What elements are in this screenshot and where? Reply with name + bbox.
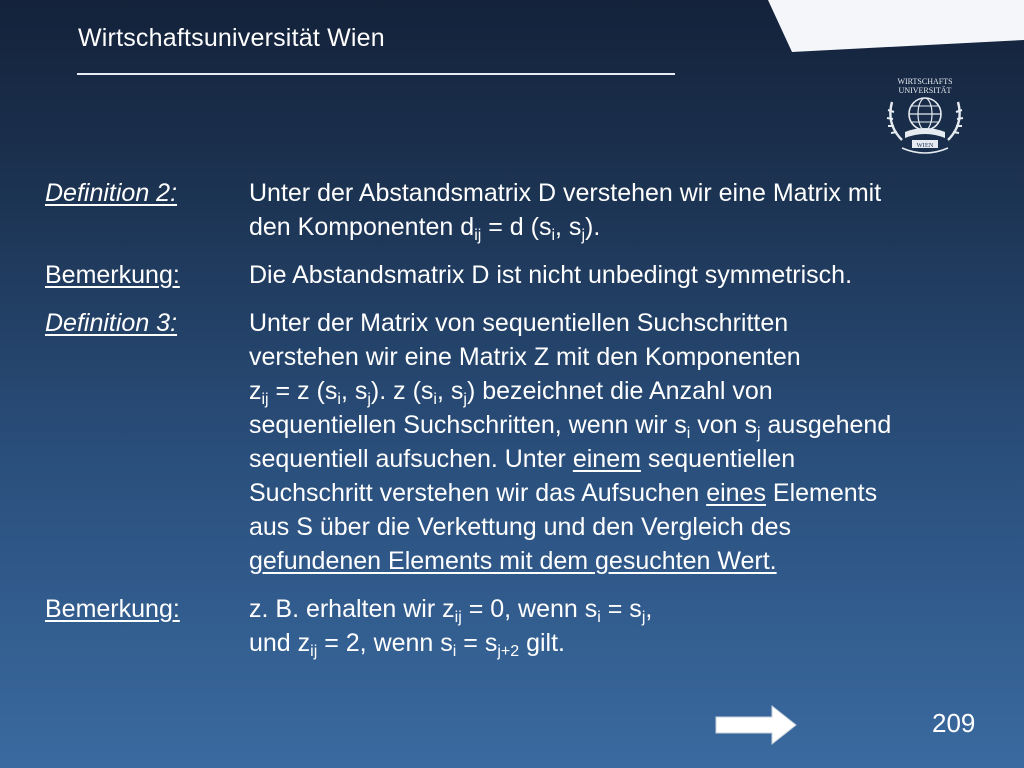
header-divider [77, 73, 675, 75]
slide-content [45, 176, 995, 674]
svg-text:WIEN: WIEN [916, 142, 934, 149]
svg-text:WIRTSCHAFTS: WIRTSCHAFTS [897, 77, 953, 86]
remark-2-text: z. B. erhalten wir $z_{ij} = 0$, wenn $s_i = s_j$, und $z_{ij} = 2$, wenn $s_i = s_{j+2}$ gilt. [249, 595, 653, 660]
page-number: 209 [932, 708, 976, 738]
definition-2 [45, 176, 995, 244]
remark-1 [45, 258, 995, 292]
header-title: Wirtschaftsuniversität Wien [78, 24, 385, 52]
definition-2-text: Unter der Abstandsmatrix D verstehen wir eine Matrix mit den Komponenten $d_{ij} = d$ ($s_i$, $s_j$). [249, 179, 882, 244]
svg-text:UNIVERSITÄT: UNIVERSITÄT [898, 86, 952, 95]
remark-1-text: Die Abstandsmatrix D ist nicht unbedingt symmetrisch. [249, 261, 853, 289]
wu-wien-seal-icon [878, 76, 972, 156]
definition-2-label: Definition 2: [45, 179, 178, 207]
remark-2 [45, 592, 995, 660]
arrow-right-icon[interactable] [714, 704, 798, 746]
corner-decoration [744, 0, 1024, 52]
definition-3 [45, 306, 995, 578]
remark-1-label: Bemerkung: [45, 261, 180, 289]
definition-3-label: Definition 3: [45, 309, 178, 337]
remark-2-label: Bemerkung: [45, 595, 180, 623]
definition-3-text: Unter der Matrix von sequentiellen Suchschritten verstehen wir eine Matrix Z mit den Komponenten $z_{ij} = z$ ($s_i$, $s_j$). z ($s_i$, $s_j$) bezeichnet die Anzahl von sequentiellen Suchschritten, wenn wir $s_i$ von $s_j$ ausgehend sequentiell aufsuchen. Unter einem sequentiellen Suchschritt verstehen wir das Aufsuchen eines Elements aus S über die Verkettung und den Vergleich des gefundenen Elements mit dem gesuchten Wert. [249, 309, 892, 575]
